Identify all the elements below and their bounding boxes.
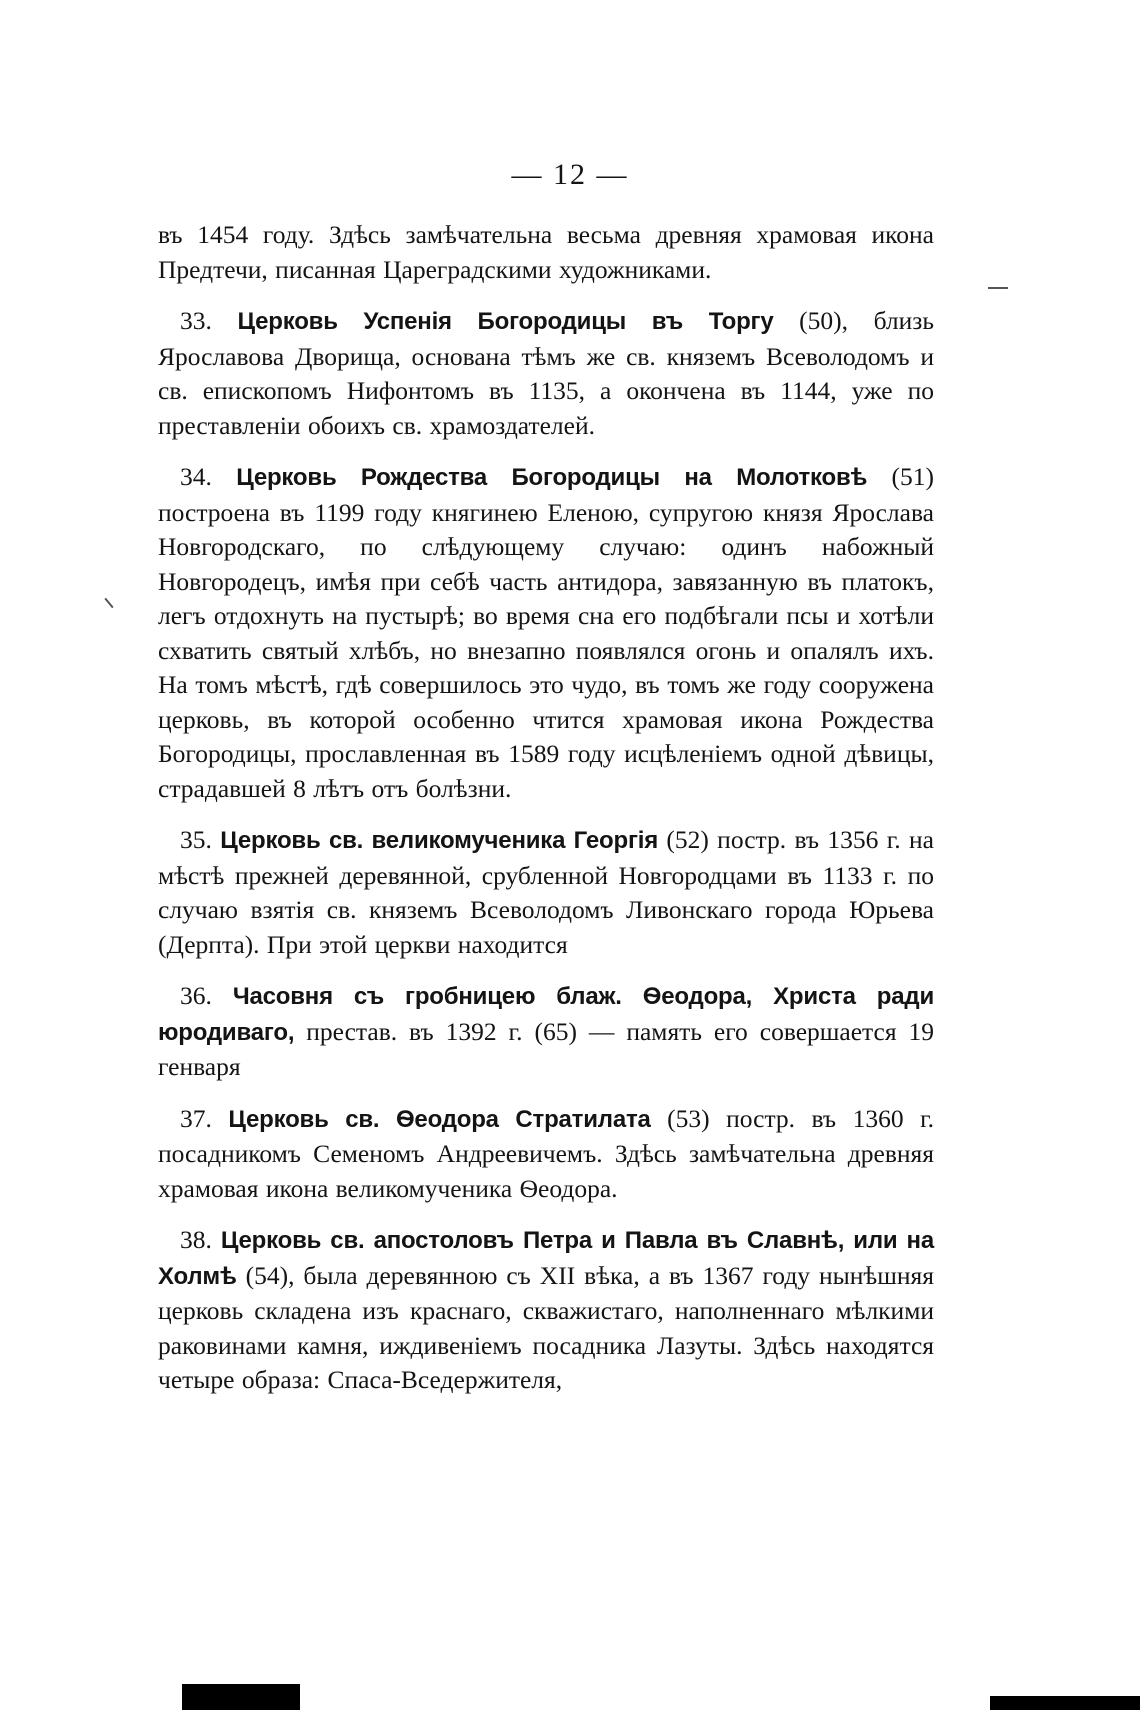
- entry-number: 37.: [180, 1103, 212, 1133]
- entry-title: Церковь св. Ѳеодора Стратилата: [228, 1105, 651, 1133]
- entry-number: 34.: [180, 462, 212, 491]
- entry-title: Церковь св. апостоловъ Петра и Павла въ Славнѣ, или на Холмѣ: [158, 1227, 934, 1290]
- entry-37: [158, 1102, 934, 1207]
- entry-number: 33.: [180, 306, 212, 335]
- page-number: — 12 —: [511, 158, 629, 191]
- entry-text: (53) постр. въ 1360 г. посадникомъ Семеномъ Андреевичемъ. Здѣсь замѣчательна древняя храмовая икона великомученика Ѳеодора.: [158, 1103, 935, 1203]
- entry-text: (51) построена въ 1199 году княгинею Еленою, супругою князя Ярослава Новгородскаго, по слѣдующему случаю: одинъ набожный Новгородецъ, имѣя при себѣ часть антидора, завязанную въ платокъ, легъ отдохнуть на пустырѣ; во время сна его подбѣгали псы и хотѣли схватить святый хлѣбъ, но внезапно появлялся огонь и опалялъ ихъ. На томъ мѣстѣ, гдѣ совершилось это чудо, въ томъ же году сооружена церковь, въ которой особенно чтится храмовая икона Рождества Богородицы, прославленная въ 1589 году исцѣленіемъ одной дѣвицы, страдавшей 8 лѣтъ отъ болѣзни.: [158, 462, 935, 803]
- entry-38: [158, 1223, 934, 1398]
- entry-number: 36.: [180, 981, 212, 1010]
- scan-mark: [104, 598, 113, 608]
- entry-title: Церковь св. великомученика Георгія: [220, 827, 659, 854]
- scan-mark: [988, 287, 1008, 289]
- entry-title: Церковь Успенія Богородицы въ Торгу: [237, 308, 774, 335]
- scan-edge-bar-left: [182, 1684, 300, 1710]
- entry-title: Часовня съ гробницею блаж. Ѳеодора, Христа ради юродиваго,: [158, 983, 935, 1046]
- entry-35: [158, 823, 934, 962]
- entry-text: (50), близь Ярославова Дворища, основана тѣмъ же св. княземъ Всеволодомъ и св. епископомъ Нифонтомъ въ 1135, а окончена въ 1144, уже по преставленіи обоихъ св. храмоздателей.: [158, 306, 935, 440]
- entry-text: (52) постр. въ 1356 г. на мѣстѣ прежней деревянной, срубленной Новгородцами въ 1133 г. по случаю взятія св. княземъ Всеволодомъ Ливонскаго города Юрьева (Дерпта). При этой церкви находится: [158, 825, 934, 959]
- entry-text: престав. въ 1392 г. (65) — память его совершается 19 генваря: [158, 1016, 934, 1081]
- entry-34: [158, 460, 934, 806]
- scan-edge-bar-right: [990, 1696, 1140, 1710]
- text-column: [158, 218, 934, 1415]
- entry-number: 38.: [180, 1225, 212, 1254]
- entry-text: (54), была деревянною съ XII вѣка, а въ 1367 году нынѣшняя церковь складена изъ краснаго, скважистаго, наполненнаго мѣлкими раковинами камня, иждивеніемъ посадника Лазуты. Здѣсь находятся четыре образа: Спаса-Вседержителя,: [158, 1260, 935, 1394]
- entry-number: 35.: [180, 825, 212, 854]
- entry-36: [158, 979, 934, 1085]
- paragraph-text: въ 1454 году. Здѣсь замѣчательна весьма древняя храмовая икона Предтечи, писанная Цареградскими художниками.: [158, 220, 934, 284]
- paragraph-continuation: [158, 218, 934, 287]
- entry-title: Церковь Рождества Богородицы на Молотковѣ: [236, 464, 868, 491]
- entry-33: [158, 304, 934, 443]
